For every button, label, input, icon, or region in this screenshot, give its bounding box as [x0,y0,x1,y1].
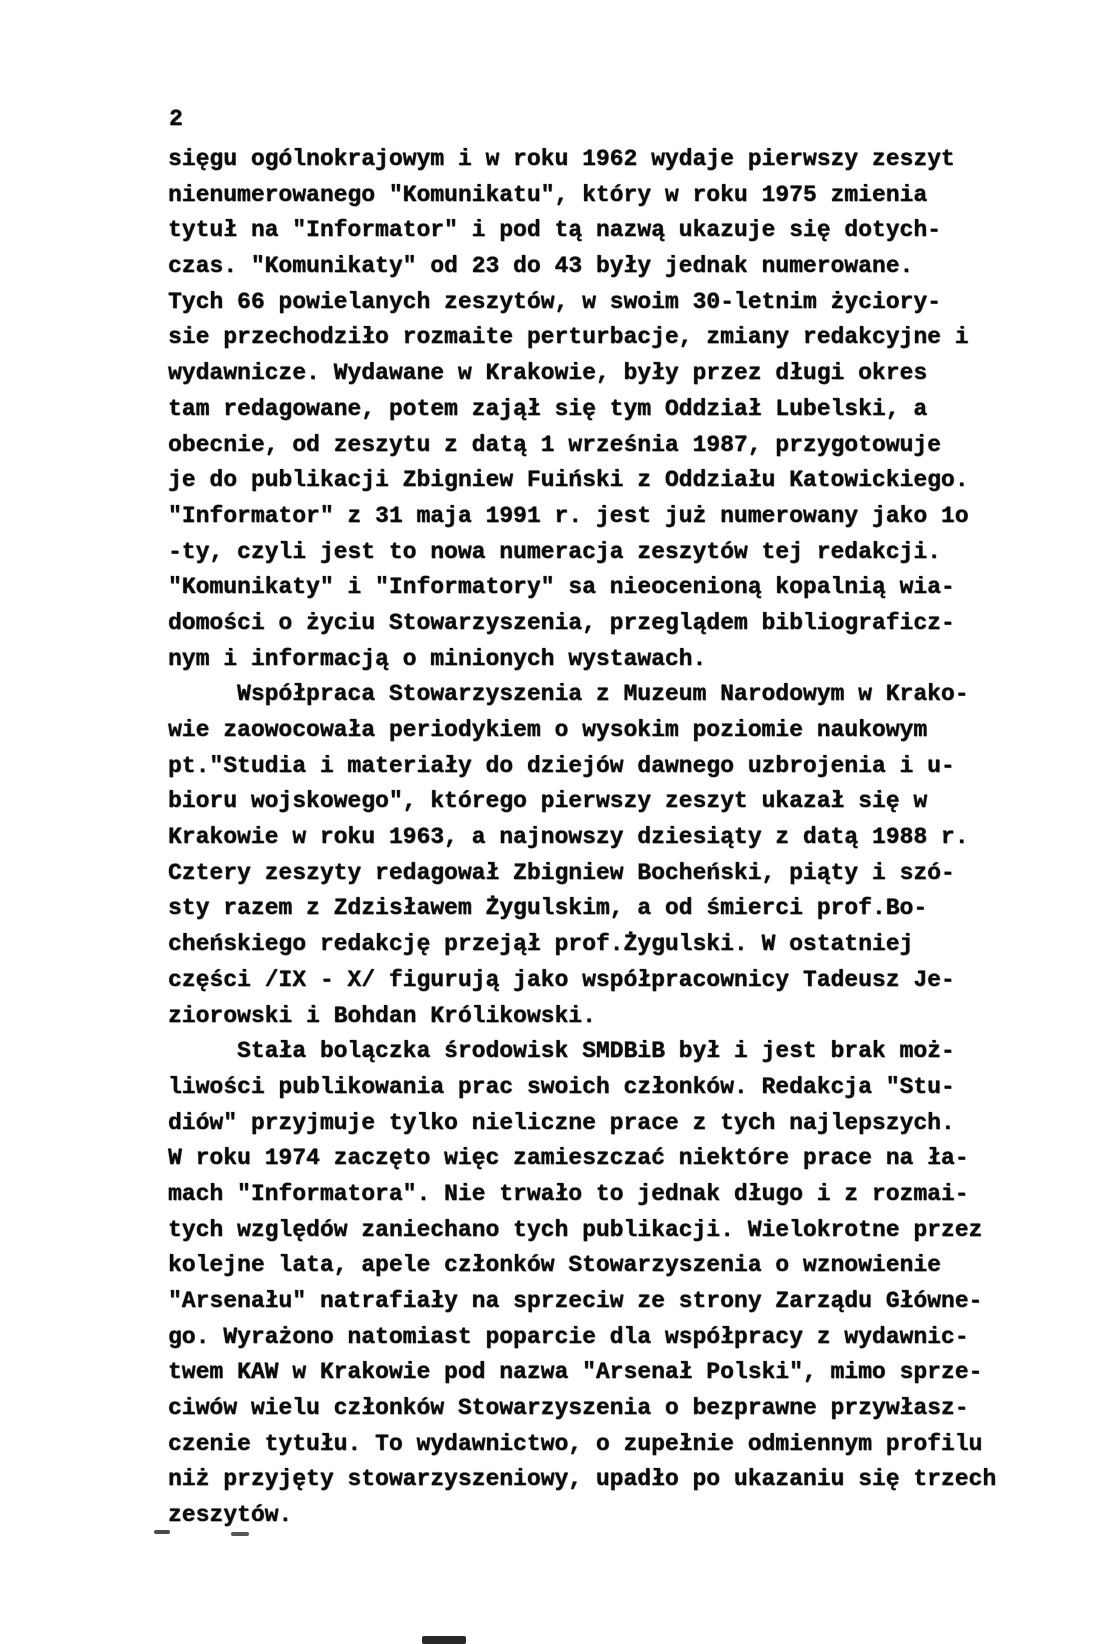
text-line: ziorowski i Bohdan Królikowski. [168,1002,596,1029]
text-line: ciwów wielu członków Stowarzyszenia o bezprawne przywłasz- [168,1395,969,1422]
text-line: czas. "Komunikaty" od 23 do 43 były jednak numerowane. [168,253,914,280]
text-line: sięgu ogólnokrajowym i w roku 1962 wydaje pierwszy zeszyt [168,146,955,172]
text-line: Tych 66 powielanych zeszytów, w swoim 30-letnim życiory- [168,288,941,315]
text-line: nym i informacją o minionych wystawach. [168,645,707,672]
text-line: W roku 1974 zaczęto więc zamieszczać niektóre prace na ła- [168,1145,969,1172]
text-line: nienumerowanego "Komunikatu", który w roku 1975 zmienia [168,181,928,208]
text-line: Współpraca Stowarzyszenia z Muzeum Narodowym w Krako- [168,681,969,708]
text-line: sty razem z Zdzisławem Żygulskim, a od śmierci prof.Bo- [168,895,928,922]
text-line: wie zaowocowała periodykiem o wysokim poziomie naukowym [168,717,928,743]
text-line: zeszytów. [168,1502,293,1529]
page-number: 2 [169,106,183,132]
text-line: obecnie, od zeszytu z datą 1 września 1987, przygotowuje [168,431,941,458]
text-line: kolejne lata, apele członków Stowarzyszenia o wznowienie [168,1252,941,1279]
text-line: liwości publikowania prac swoich członków. Redakcja "Stu- [168,1073,955,1100]
text-line: domości o życiu Stowarzyszenia, przeglądem bibliograficz- [168,609,955,636]
ink-smudge [422,1636,466,1644]
ink-smudge [231,1532,249,1536]
text-line: wydawnicze. Wydawane w Krakowie, były przez długi okres [168,360,928,387]
text-line: Krakowie w roku 1963, a najnowszy dziesiąty z datą 1988 r. [168,824,969,851]
text-line: go. Wyrażono natomiast poparcie dla współpracy z wydawnic- [168,1323,969,1350]
text-line: "Informator" z 31 maja 1991 r. jest już numerowany jako 1o [168,502,969,529]
text-line: -ty, czyli jest to nowa numeracja zeszytów tej redakcji. [168,538,941,565]
text-line: niż przyjęty stowarzyszeniowy, upadło po ukazaniu się trzech [168,1466,997,1493]
text-line: tytuł na "Informator" i pod tą nazwą ukazuje się dotych- [168,217,941,244]
text-line: tam redagowane, potem zajął się tym Oddział Lubelski, a [168,395,928,422]
text-line: Cztery zeszyty redagował Zbigniew Bocheński, piąty i szó- [168,859,955,886]
text-line: czenie tytułu. To wydawnictwo, o zupełnie odmiennym profilu [168,1430,983,1457]
text-line: sie przechodziło rozmaite perturbacje, zmiany redakcyjne i [168,324,969,351]
body-text [168,146,996,1538]
text-line: je do publikacji Zbigniew Fuiński z Oddziału Katowickiego. [168,467,969,494]
text-line: Stała bolączka środowisk SMDBiB był i jest brak moż- [168,1038,955,1065]
text-line: tych względów zaniechano tych publikacji. Wielokrotne przez [168,1216,983,1243]
ink-smudge [154,1530,170,1534]
text-line: bioru wojskowego", którego pierwszy zeszyt ukazał się w [168,788,928,815]
text-line: diów" przyjmuje tylko nieliczne prace z tych najlepszych. [168,1109,955,1136]
text-line: mach "Informatora". Nie trwało to jednak długo i z rozmai- [168,1180,969,1207]
text-line: "Arsenału" natrafiały na sprzeciw ze strony Zarządu Główne- [168,1288,983,1314]
text-line: twem KAW w Krakowie pod nazwa "Arsenał Polski", mimo sprze- [168,1359,983,1386]
text-line: "Komunikaty" i "Informatory" sa nieocenioną kopalnią wia- [168,574,955,601]
text-line: części /IX - X/ figurują jako współpracownicy Tadeusz Je- [168,966,955,993]
text-line: cheńskiego redakcję przejął prof.Żygulski. W ostatniej [168,931,914,958]
text-line: pt."Studia i materiały do dziejów dawnego uzbrojenia i u- [168,752,955,779]
